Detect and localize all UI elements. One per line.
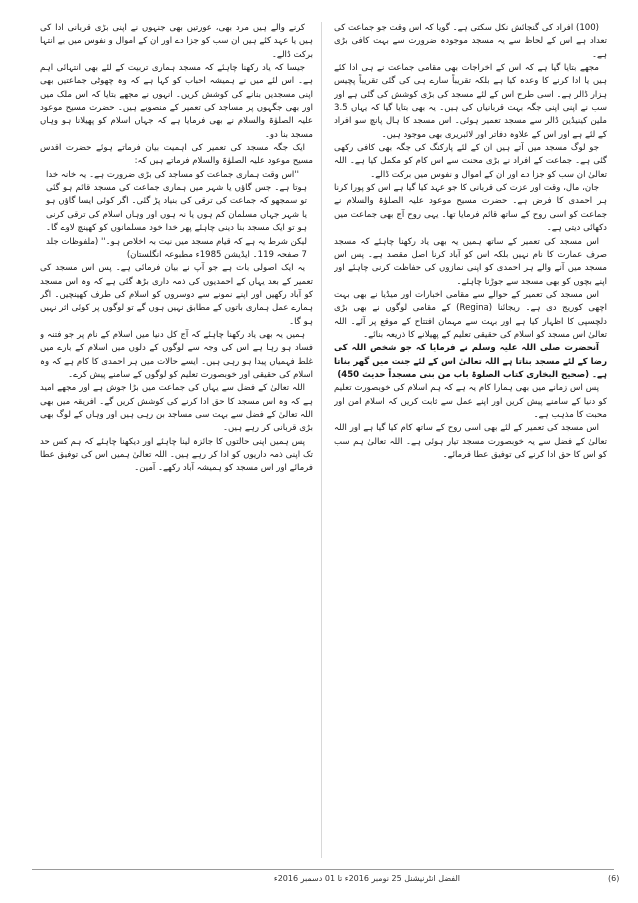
right-text-column [334, 22, 607, 860]
paragraph: پس ہمیں اپنی حالتوں کا جائزہ لینا چاہئے اور دیکھنا چاہئے کہ ہم کس حد تک اپنی ذمہ داریوں کو ادا کر رہے ہیں۔ اللہ تعالیٰ ہمیں اس کی توفیق عطا فرمائے اور اس مسجد کو ہمیشہ آباد رکھے۔ آمین۔ [40, 436, 313, 474]
paragraph: ایک جگہ مسجد کی تعمیر کی اہمیت بیان فرماتے ہوئے حضرت اقدس مسیح موعود علیہ الصلوٰۃ والسلام فرماتے ہیں کہ: [40, 143, 313, 167]
column-divider [321, 22, 322, 858]
paragraph: اس مسجد کی تعمیر کے لئے بھی اسی روح کے ساتھ کام کیا گیا ہے اور اللہ تعالیٰ کے فضل سے یہ خوبصورت مسجد تیار ہوئی ہے۔ اللہ تعالیٰ ہم سب کو اس کا حق ادا کرنے کی توفیق عطا فرمائے۔ [334, 423, 607, 460]
footer-rule [32, 869, 614, 870]
page-number: (6) [608, 874, 620, 883]
paragraph: پس اس زمانے میں بھی ہمارا کام یہ ہے کہ ہم اسلام کی خوبصورت تعلیم کو دنیا کے سامنے پیش کریں اور اپنے عمل سے ثابت کریں کہ اسلام امن اور محبت کا مذہب ہے۔ [334, 383, 607, 420]
paragraph: جان، مال، وقت اور عزت کی قربانی کا جو عہد کیا گیا ہے اس کو پورا کرنا ہر احمدی کا فرض ہے۔ حضرت مسیح موعود علیہ الصلوٰۃ والسلام نے جماعت کو اسی روح کے ساتھ قائم فرمایا تھا۔ یہی روح آج بھی جماعت میں دکھائی دیتی ہے۔ [334, 183, 607, 234]
publication-line: الفضل انٹرنیشنل 25 نومبر 2016ء تا 01 دسمبر 2016ء [273, 874, 460, 883]
paragraph: اس مسجد کی تعمیر کے حوالے سے مقامی اخبارات اور میڈیا نے بھی بہت اچھی کوریج دی ہے۔ ریجائنا (Regina) کے مقامی لوگوں نے بھی بڑی دلچسپی کا اظہار کیا ہے اور بہت سے مہمان افتتاح کے موقع پر آئے۔ اللہ تعالیٰ اس مسجد کو اسلام کی حقیقی تعلیم کے پھیلانے کا ذریعہ بنائے۔ [334, 289, 607, 340]
paragraph: (100) افراد کی گنجائش نکل سکتی ہے۔ گویا کہ اس وقت جو جماعت کی تعداد ہے اس کے لحاظ سے یہ مسجد موجودہ ضرورت سے بہت کافی بڑی ہے۔ [334, 23, 607, 60]
paragraph: اس مسجد کی تعمیر کے ساتھ ہمیں یہ بھی یاد رکھنا چاہئے کہ مسجد صرف عمارت کا نام نہیں بلکہ اس کو آباد کرنا اصل مقصد ہے۔ پس اس مسجد میں آنے والے ہر احمدی کو اپنی نمازوں کی حفاظت کرنی چاہئے اور اپنے بچوں کو بھی مسجد سے جوڑنا چاہئے۔ [334, 236, 607, 287]
paragraph: کرنے والے ہیں مرد بھی، عورتیں بھی جنہوں نے اپنی بڑی قربانی ادا کی ہیں یا عہد کئے ہیں ان سب کو جزا دے اور ان کے اموال و نفوس میں بے انتہا برکت ڈالے۔ [40, 23, 313, 60]
paragraph: جیسا کہ یاد رکھنا چاہئے کہ مسجد ہماری تربیت کے لئے بھی انتہائی اہم ہے۔ اس لئے میں نے ہمیشہ احباب کو کہا ہے کہ وہ چھوٹی جماعتیں بھی اپنی مسجدیں بنانے کی کوشش کریں۔ انہوں نے مجھے بتایا کہ اس ملک میں اور بھی جگہوں پر مساجد کی تعمیر کے منصوبے ہیں۔ حضرت مسیح موعود علیہ الصلوٰۃ والسلام نے بھی فرمایا ہے کہ جہاں اسلام کو پھیلانا ہو وہاں مسجد بنا دو۔ [40, 63, 313, 140]
paragraph: اللہ تعالیٰ کے فضل سے یہاں کی جماعت میں بڑا جوش ہے اور مجھے امید ہے کہ وہ اس مسجد کا حق ادا کرنے کی کوشش کریں گے۔ افریقہ میں بھی اللہ تعالیٰ کے فضل سے بہت سی مساجد بن رہی ہیں اور وہاں کے لوگ بھی بڑی قربانی کر رہے ہیں۔ [40, 383, 313, 434]
page-footer [40, 874, 620, 888]
left-text-column [40, 22, 313, 860]
hadith-reference: آنحضرت صلی اللہ علیہ وسلم نے فرمایا کہ جو شخص اللہ کی رضا کے لئے مسجد بناتا ہے اللہ تعالیٰ اس کے لئے جنت میں گھر بناتا ہے۔ (صحیح البخاری کتاب الصلوۃ باب من بنی مسجداً حدیث 450) [334, 343, 607, 380]
paragraph: مجھے بتایا گیا ہے کہ اس کے اخراجات بھی مقامی جماعت نے ہی ادا کئے ہیں یا ادا کرنے کا وعدہ کیا ہے بلکہ تقریباً سارے ہی کی گئی تقریباً پچیس ہزار ڈالر ہے۔ اسی طرح اس کے لئے مسجد کی بڑی کوشش کی گئی ہے اور سب نے اپنی اپنی جگہ بہت قربانیاں کی ہیں۔ یہ بھی بتایا گیا کہ یہاں 3.5 ملین کینیڈین ڈالر سے مسجد تعمیر ہوئی۔ اس مسجد کا ہال پانچ سو افراد کے لئے ہے اور اس کے علاوہ دفاتر اور لائبریری بھی موجود ہیں۔ [334, 63, 607, 140]
paragraph: یہ ایک اصولی بات ہے جو آپ نے بیان فرمائی ہے۔ پس اس مسجد کی تعمیر کے بعد یہاں کے احمدیوں کی ذمہ داری بڑھ گئی ہے کہ وہ اس مسجد کو آباد رکھیں اور اپنے نمونے سے دوسروں کو اسلام کی طرف کھینچیں۔ اگر ہمارے عمل ہماری باتوں کے مطابق نہیں ہوں گے تو لوگوں پر کوئی اثر نہیں ہو گا۔ [40, 263, 313, 327]
paragraph: ہمیں یہ بھی یاد رکھنا چاہئے کہ آج کل دنیا میں اسلام کے نام پر جو فتنہ و فساد ہو رہا ہے اس کی وجہ سے لوگوں کے دلوں میں اسلام کے بارے میں غلط فہمیاں پیدا ہو رہی ہیں۔ ایسے حالات میں ہر احمدی کا کام ہے کہ وہ اسلام کی حقیقی اور خوبصورت تعلیم کو لوگوں کے سامنے پیش کرے۔ [40, 329, 313, 380]
block-quote: ''اس وقت ہماری جماعت کو مساجد کی بڑی ضرورت ہے۔ یہ خانہ خدا ہوتا ہے۔ جس گاؤں یا شہر میں ہماری جماعت کی مسجد قائم ہو گئی تو سمجھو کہ جماعت کی ترقی کی بنیاد پڑ گئی۔ اگر کوئی ایسا گاؤں ہو یا شہر جہاں مسلمان کم ہوں یا نہ ہوں اور وہاں اسلام کی ترقی کرنی ہو تو ایک مسجد بنا دینی چاہئے پھر خدا خود مسلمانوں کو کھینچ لاوے گا۔ لیکن شرط یہ ہے کہ قیام مسجد میں نیت بہ اخلاص ہو۔'' (ملفوظات جلد 7 صفحہ 119۔ ایڈیشن 1985ء مطبوعہ انگلستان) [46, 169, 307, 260]
paragraph: جو لوگ مسجد میں آتے ہیں ان کے لئے پارکنگ کی جگہ بھی کافی رکھی گئی ہے۔ جماعت کے افراد نے بڑی محنت سے اس کام کو مکمل کیا ہے۔ اللہ تعالیٰ ان سب کو جزا دے اور ان کے اموال و نفوس میں برکت ڈالے۔ [334, 143, 607, 180]
